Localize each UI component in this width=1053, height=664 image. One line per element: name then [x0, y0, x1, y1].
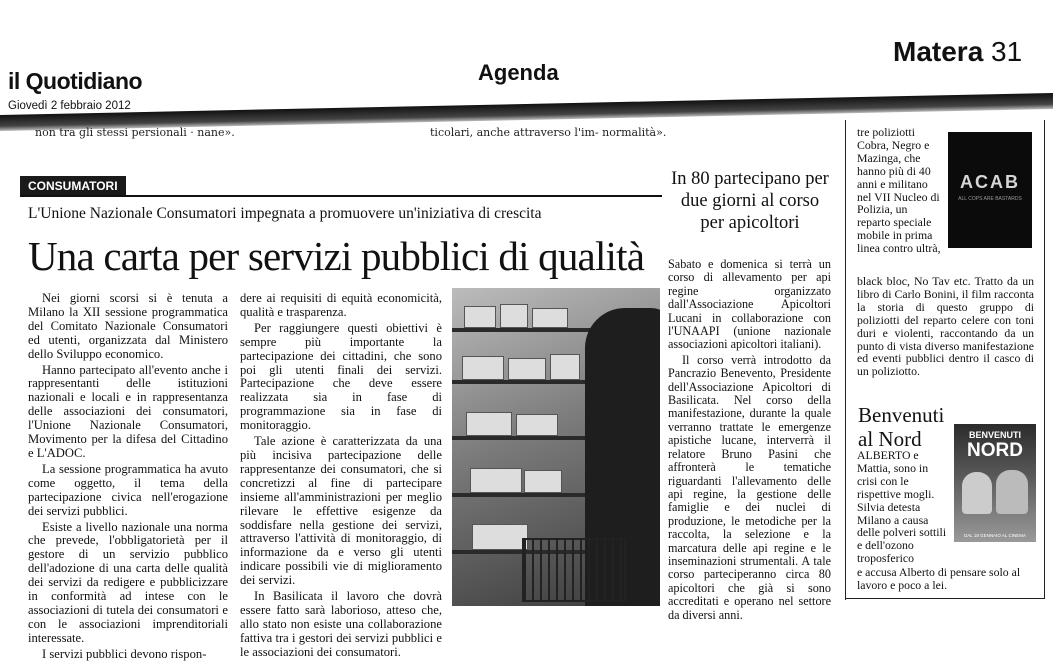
page-number: 31 [991, 36, 1023, 67]
acab-poster [948, 132, 1032, 248]
tag-rule [20, 195, 662, 197]
paragraph: Esiste a livello nazionale una norma che prevede, l'obbligatorietà per il gestore di un servizio pubblico dell'adozione di una carta delle qualità dei servizi da redigere e pubblicizzare in conformità ad intese con le associazioni di tutela dei consumatori e con le associazioni imprenditoriali interessate. [28, 519, 228, 645]
product [508, 358, 546, 380]
actor-figure [996, 470, 1028, 514]
paragraph: I servizi pubblici devono rispon- [42, 646, 207, 661]
cutoff-text-left: non tra gli stessi persionali · nane». [35, 126, 235, 139]
section-tag: CONSUMATORI [20, 176, 126, 195]
column-rule [1044, 120, 1045, 598]
poster-footer: DAL 18 GENNAIO AL CINEMA [964, 533, 1026, 538]
product [500, 304, 528, 328]
paragraph: Tale azione è caratterizzata da una più incisiva partecipazione delle rappresentanze dei consumatori, che si concretizzi al fine di partecipare insieme all'amministrazioni per meglio rilevare le effettive esigenze da soddisfare nella gestione dei servizi, attraverso l'attività di monitoraggio, di informazione da e verso gli utenti indicare possibili vie di miglioramento dei servizi. [240, 434, 442, 588]
benvenuti-poster [954, 424, 1036, 542]
paragraph: La sessione programmatica ha avuto come oggetto, il tema della partecipazione civica nell'erogazione dei servizi pubblici. [28, 461, 228, 518]
poster-title-line2: NORD [967, 440, 1023, 461]
column-rule [845, 598, 1045, 599]
page-header [893, 36, 1022, 68]
beekeeping-column [668, 258, 831, 624]
column-rule [845, 120, 846, 600]
cutoff-text-middle: ticolari, anche attraverso l'im- normalità». [430, 126, 667, 139]
paragraph: dere ai requisiti di equità economicità, qualità e trasparenza. [240, 291, 442, 319]
paragraph: Il corso verrà introdotto da Pancrazio Benevento, Presidente dell'Associazione Apicoltori di Basilicata. Nel corso della manifestazione, durante la quale verranno trattate le emergenze apistiche lucane, interverrà il relatore Bruno Pasini che affronterà le tematiche riguardanti l'allevamento delle api regine, la gestione delle famiglie e dei nuclei di produzione, le metodiche per la raccolta, la selezione e la marcatura delle api regine e le inseminazioni strumentali. A tale corso parteciperanno circa 80 apicoltori che già si sono accreditati e operano nel settore da diversi anni. [668, 352, 831, 622]
article-headline: Una carta per servizi pubblici di qualità [28, 233, 645, 279]
film2-title: Benvenuti al Nord [858, 403, 945, 451]
paragraph: Sabato e domenica si terrà un corso di allevamento per api regine organizzato dall'Associazione Apicoltori Lucani in collaborazione con l'UNAAPI (unione nazionale associazioni apicoltori italiani). [668, 257, 831, 352]
paragraph: Nei giorni scorsi si è tenuta a Milano la XII sessione programmatica del Comitato Nazionale Consumatori ed utenti, organizzata dal Ministero dello Sviluppo economico. [28, 291, 228, 361]
poster-title: ACAB [960, 172, 1020, 192]
supermarket-photo [452, 288, 660, 606]
paragraph: In Basilicata il lavoro che dovrà essere fatto sarà laborioso, atteso che, allo stato non esiste una collaborazione fattiva tra i gestori dei servizi pubblici e le associazioni dei consumatori. [240, 589, 442, 659]
product [524, 470, 562, 493]
issue-date: Giovedì 2 febbraio 2012 [8, 100, 131, 112]
product [472, 524, 528, 550]
article-column-1 [28, 292, 228, 664]
product [462, 356, 504, 380]
film1-text-narrow: tre poliziotti Cobra, Negro e Mazinga, che hanno più di 40 anni e militano nel VII Nucleo di Polizia, un reparto speciale mobile in prima linea contro ultrà, [857, 125, 941, 256]
paragraph: Per raggiungere questi obiettivi è sempre più importante la partecipazione dei cittadini, che sono poi gli utenti finali dei servizi. Partecipazione che deve essere realizzata sia in fase di programmazione sia in fase di monitoraggio. [240, 320, 442, 433]
product [466, 412, 512, 436]
film2-text-narrow: ALBERTO e Mattia, sono in crisi con le rispettive mogli. Silvia detesta Milano a causa delle polveri sottili e dell'ozono troposferico [857, 448, 947, 566]
newspaper-logo: il Quotidiano [8, 68, 143, 94]
film1-text-wide: black bloc, No Tav etc. Tratto da un libro di Carlo Bonini, il film racconta la storia di questo gruppo di poliziotti del reparto celere con toni duri e violenti, raccontando da un punto di vista diverso manifestazione ed eventi pubblici dentro il casco di un poliziotto. [857, 274, 1034, 379]
product [470, 468, 522, 493]
article-column-2 [240, 292, 442, 662]
paragraph: Hanno partecipato all'evento anche i rappresentanti delle istituzioni nazionali e locali e in rappresentanza delle associazioni dei consumatori, l'Unione Nazionale Consumatori, Movimento per la difesa del Cittadino e L'ADOC. [28, 362, 228, 460]
section-title: Agenda [478, 60, 559, 85]
city-name: Matera [893, 36, 984, 67]
product [464, 306, 496, 328]
film2-text-wide: e accusa Alberto di pensare solo al lavoro e poco a lei. [857, 565, 1021, 592]
poster-subtitle: ALL COPS ARE BASTARDS [958, 196, 1022, 202]
shopping-cart [522, 538, 626, 602]
beekeeping-headline: In 80 partecipano per due giorni al corso per apicoltori [671, 169, 829, 233]
article-kicker: L'Unione Nazionale Consumatori impegnata a promuovere un'iniziativa di crescita [28, 205, 542, 222]
poster-title-line1: BENVENUTI [968, 430, 1021, 440]
product [550, 354, 580, 380]
actor-figure [962, 472, 992, 514]
product [516, 414, 558, 436]
product [532, 308, 568, 328]
